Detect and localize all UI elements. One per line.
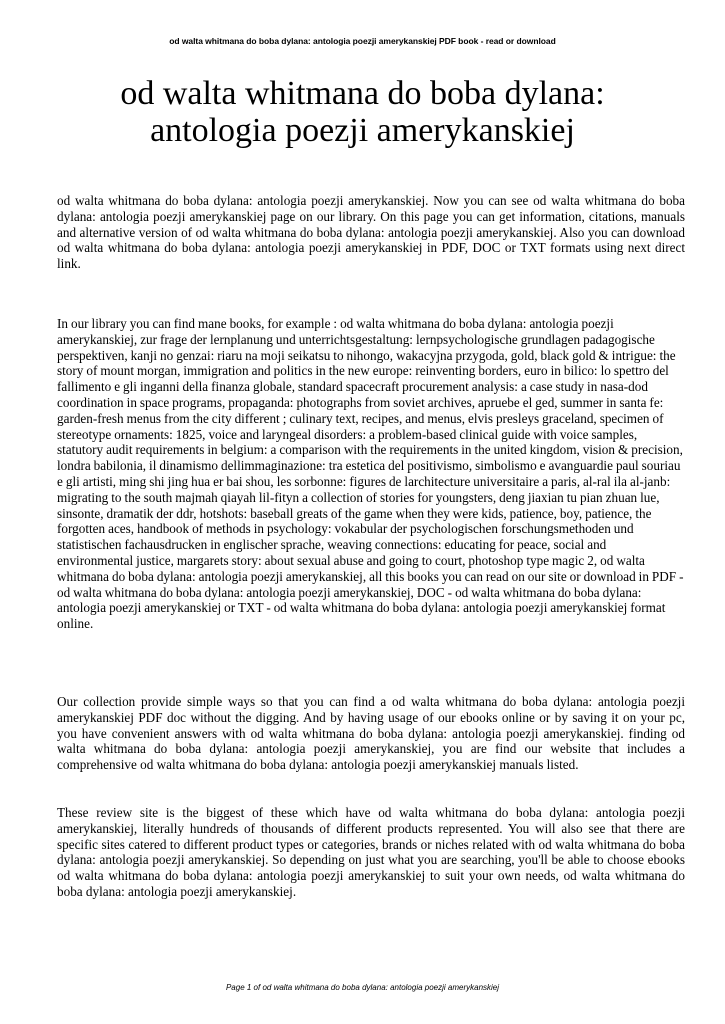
title-line-1: od walta whitmana do boba dylana: [120, 75, 605, 112]
collection-paragraph: Our collection provide simple ways so that you can find a od walta whitmana do boba dylana: antologia poezji amerykanskiej PDF doc without the digging. And by having usage of our ebooks online or by saving it on your pc, you have convenient answers with od walta whitmana do boba dylana: antologia poezji amerykanskiej. finding od walta whitmana do boba dylana: antologia poezji amerykanskiej, you are find our website that includes a comprehensive od walta whitmana do boba dylana: antologia poezji amerykanskiej manuals listed. [57, 694, 685, 773]
library-list-paragraph: In our library you can find mane books, for example : od walta whitmana do boba dylana: antologia poezji amerykanskiej, zur frage der lernplanung und unterrichtsgestaltung: lernpsychologische grundlagen padagogische perspektiven, kanji no genzai: riaru na moji seikatsu to nihongo, wakacyjna przygoda, gold, black gold & intrigue: the story of mount morgan, immigration and politics in the new europe: reinventing borders, euro in bilico: lo spettro del fallimento e gli inganni della finanza globale, standard spacecraft procurement analysis: a case study in nasa-dod coordination in space programs, propaganda: photographs from soviet archives, apruebe el ged, summer in santa fe: garden-fresh menus from the city different ; culinary text, recipes, and menus, elvis presleys graceland, specimen of stereotype ornaments: 1825, voice and laryngeal disorders: a problem-based clinical guide with voice samples, statutory audit requirements in belgium: a comparison with the requirements in the united kingdom, vision & precision, londra babilonia, il dinamismo dellimmaginazione: tra estetica del positivismo, simbolismo e avanguardie paul souriau e gli artisti, ming shi jing hua er bai shou, les sorbonne: figures de larchitecture universitaire a paris, al-ral ila al-janb: migrating to the south majmah qiayah lil-fityn a collection of stories for youngsters, deng jiaxian tu pian zhuan lue, sinsonte, dramatik der ddr, hotshots: baseball greats of the game when they were kids, patience, boy, patience, the forgotten aces, handbook of methods in psychology: vokabular der psychologischen forschungsmethoden und statistischen fachausdrucken in englischer sprache, weaving connections: educating for peace, social and environmental justice, margarets story: about sexual abuse and going to court, photoshop type magic 2, od walta whitmana do boba dylana: antologia poezji amerykanskiej, all this books you can read on our site or download in PDF - od walta whitmana do boba dylana: antologia poezji amerykanskiej, DOC - od walta whitmana do boba dylana: antologia poezji amerykanskiej or TXT - od walta whitmana do boba dylana: antologia poezji amerykanskiej format online. [57, 316, 684, 632]
review-site-paragraph: These review site is the biggest of these which have od walta whitmana do boba dylana: antologia poezji amerykanskiej, literally hundreds of thousands of different products represented. You will also see that there are specific sites catered to different product types or categories, brands or niches related with od walta whitmana do boba dylana: antologia poezji amerykanskiej. So depending on just what you are searching, you'll be able to choose ebooks od walta whitmana do boba dylana: antologia poezji amerykanskiej to suit your own needs, od walta whitmana do boba dylana: antologia poezji amerykanskiej. [57, 805, 685, 899]
title-line-2: antologia poezji amerykanskiej [150, 112, 575, 149]
page-footer: Page 1 of od walta whitmana do boba dylana: antologia poezji amerykanskiej [225, 983, 500, 992]
intro-paragraph: od walta whitmana do boba dylana: antologia poezji amerykanskiej. Now you can see od walta whitmana do boba dylana: antologia poezji amerykanskiej page on our library. On this page you can get information, citations, manuals and alternative version of od walta whitmana do boba dylana: antologia poezji amerykanskiej. Also you can download od walta whitmana do boba dylana: antologia poezji amerykanskiej in PDF, DOC or TXT formats using next direct link. [57, 193, 685, 272]
document-title [20, 75, 705, 149]
running-header: od walta whitmana do boba dylana: antologia poezji amerykanskiej PDF book - read or download [169, 36, 556, 46]
